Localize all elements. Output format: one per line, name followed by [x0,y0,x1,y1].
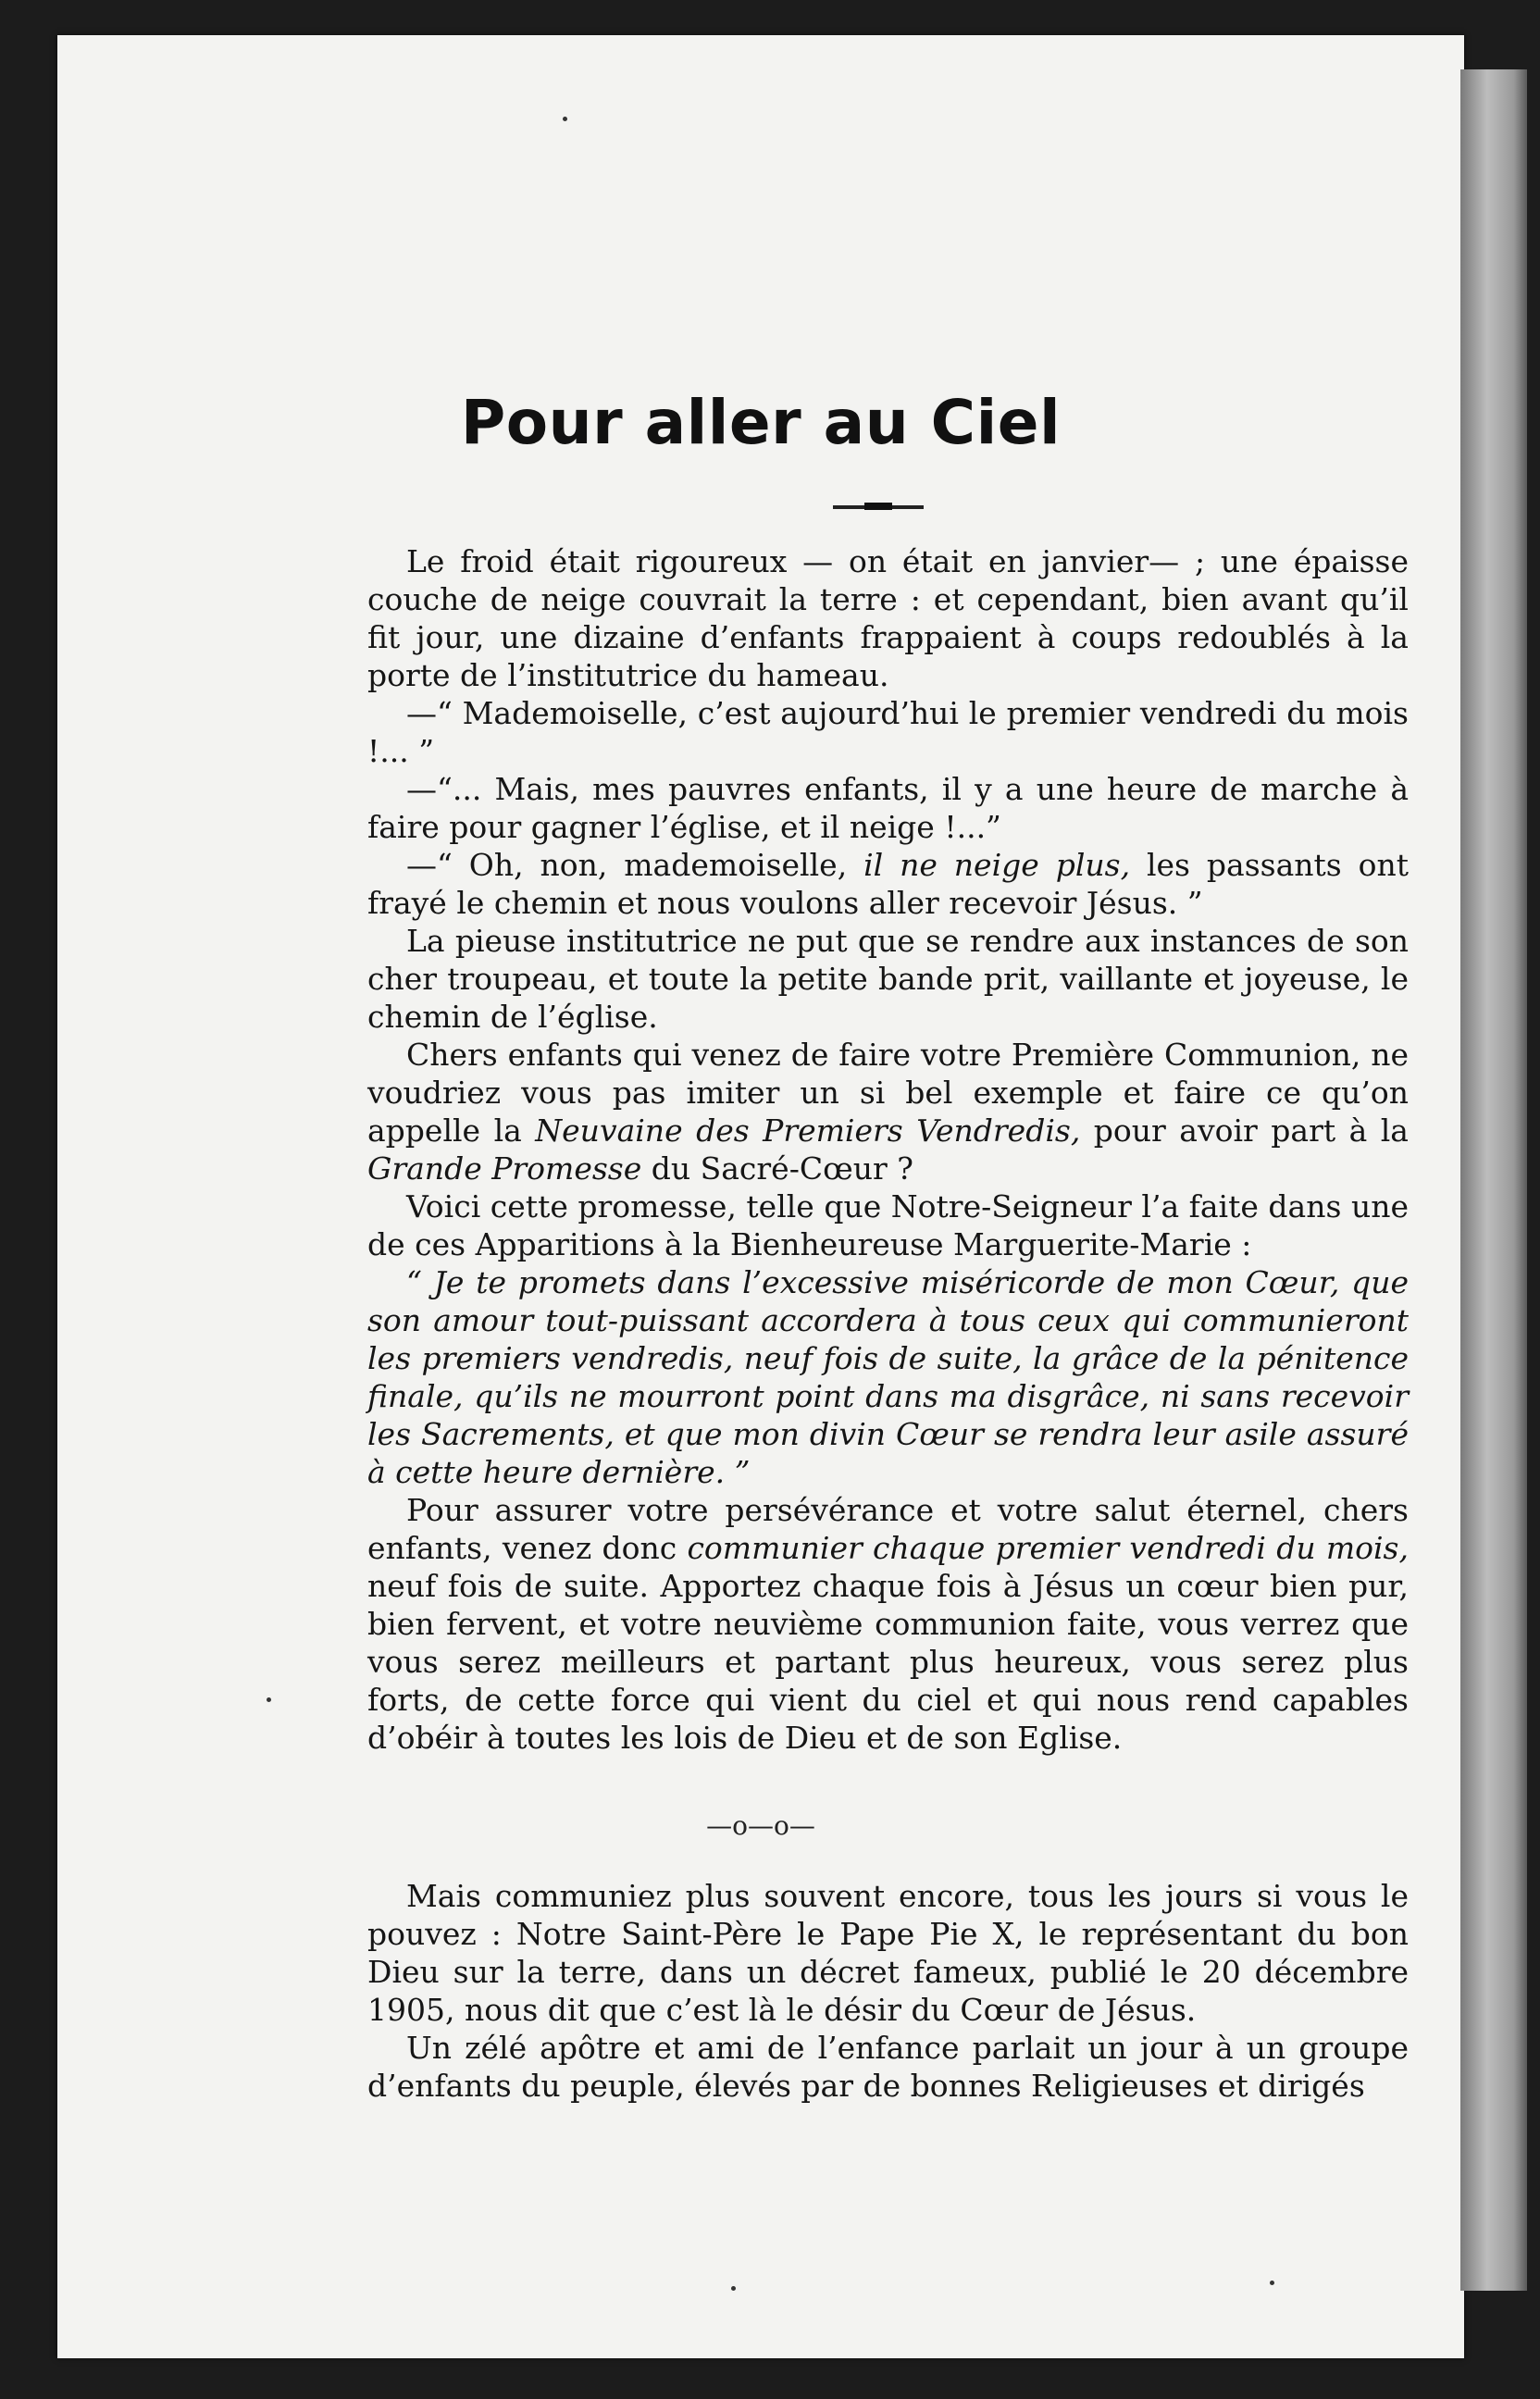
paragraph-1: Le froid était rigoureux — on était en janvier— ; une épaisse couche de neige couvrait la terre : et cependant, bien avant qu’il fit jour, une dizaine d’enfants frappaient à coups redoublés à la porte de l’institutrice du hameau. [367,543,1409,693]
book-page [57,35,1464,2358]
promise-quote [367,1263,1409,1491]
paragraph-4-text: —“ Oh, non, mademoiselle, [406,847,864,883]
paragraph-4-italic: il ne neige plus, [863,847,1131,883]
paragraph-9-italic: communier chaque premier vendredi du mois, [687,1530,1409,1566]
paragraph-6-text-end: du Sacré-Cœur ? [641,1150,913,1187]
paragraph-6-italic-2: Grande Promesse [367,1150,642,1187]
page-edge-shadow [1460,69,1527,2291]
paper-speck [1270,2281,1274,2285]
paragraph-9-text-end: neuf fois de suite. Apportez chaque fois à Jésus un cœur bien pur, bien fervent, et votre neuvième communion faite, vous verrez que vous serez meilleurs et partant plus heureux, vous serez plus forts, de cette force qui vient du ciel et qui nous rend capables d’obéir à toutes les lois de Dieu et de son Eglise. [367,1568,1409,1756]
paper-speck [267,1697,271,1702]
paragraph-7: Voici cette promesse, telle que Notre-Seigneur l’a faite dans une de ces Apparitions à la Bienheureuse Marguerite-Marie : [367,1188,1409,1262]
paragraph-2: —“ Mademoiselle, c’est aujourd’hui le premier vendredi du mois !... ” [367,695,1409,769]
paper-speck [731,2286,736,2291]
paragraph-6 [367,1036,1409,1187]
paragraph-5: La pieuse institutrice ne put que se rendre aux instances de son cher troupeau, et toute la petite bande prit, vaillante et joyeuse, le chemin de l’église. [367,923,1409,1035]
paragraph-9-text: Pour assurer votre persévérance et votre salut éternel, chers enfants, venez donc [367,1492,1409,1566]
paragraph-4-text-end: les passants ont frayé le chemin et nous voulons aller recevoir Jésus. ” [367,847,1409,921]
main-text-block [367,542,1409,1757]
paragraph-4 [367,846,1409,922]
section-separator: —o—o— [706,1810,815,1841]
paper-speck [563,117,567,121]
page-title: Pour aller au Ciel [460,387,1062,458]
title-divider [833,505,924,509]
paragraph-11: Un zélé apôtre et ami de l’enfance parlait un jour à un groupe d’enfants du peuple, élevés par de bonnes Religieuses et dirigés [367,2030,1409,2104]
promise-quote-text: “ Je te promets dans l’excessive miséricorde de mon Cœur, que son amour tout-puissant accordera à tous ceux qui communieront les premiers vendredis, neuf fois de suite, la grâce de la pénitence finale, qu’ils ne mourront point dans ma disgrâce, ni sans recevoir les Sacrements, et que mon divin Cœur se rendra leur asile assuré à cette heure dernière. ” [367,1264,1409,1490]
paragraph-6-text: Chers enfants qui venez de faire votre Première Communion, ne voudriez vous pas imiter un si bel exemple et faire ce qu’on appelle la [367,1037,1409,1149]
paragraph-9 [367,1491,1409,1757]
continuation-text-block [367,1877,1409,2105]
paragraph-6-text-middle: pour avoir part à la [1080,1112,1409,1149]
paragraph-6-italic-1: Neuvaine des Premiers Vendredis, [535,1112,1081,1149]
paragraph-10: Mais communiez plus souvent encore, tous les jours si vous le pouvez : Notre Saint-Père le Pape Pie X, le représentant du bon Dieu sur la terre, dans un décret fameux, publié le 20 décembre 1905, nous dit que c’est là le désir du Cœur de Jésus. [367,1878,1409,2028]
paragraph-3: —“... Mais, mes pauvres enfants, il y a une heure de marche à faire pour gagner l’église, et il neige !...” [367,771,1409,845]
